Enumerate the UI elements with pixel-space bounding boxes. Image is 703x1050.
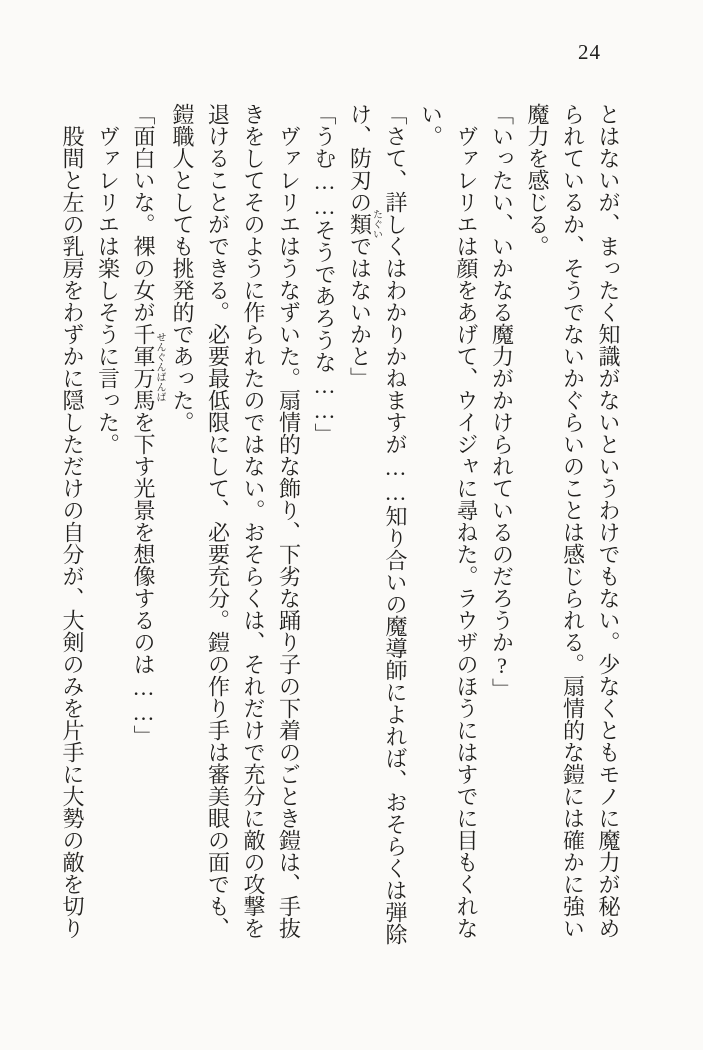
ruby-annotated-word: 千軍万馬せんぐんばんば: [131, 323, 165, 411]
paragraph: 「いったい、いかなる魔力がかけられているのだろうか?」: [489, 103, 515, 700]
page-number: 24: [578, 40, 601, 64]
paragraph: 股間と左の乳房をわずかに隠しただけの自分が、大剣のみを片手に大勢の敵を切り: [60, 125, 85, 939]
paragraph: ヴァレリエは顔をあげて、ウイジャに尋ねた。ラウザのほうにはすでに目もくれない。: [418, 103, 479, 939]
paragraph: とはないが、まったく知識がないというわけでもない。少なくともモノに魔力が秘められているか、そうでないかぐらいのことは感じられる。扇情的な鎧には確かに強い魔力を感じる。: [525, 103, 621, 939]
vertical-text-block: [56, 103, 626, 945]
paragraph: 「さて、詳しくはわかりかねますが……知り合いの魔導師によれば、おそらくは弾除け、防刃の類たぐいではないかと」: [347, 103, 408, 945]
paragraph: ヴァレリエはうなずいた。扇情的な飾り、下劣な踊り子の下着のごとき鎧は、手抜きをしてそのように作られたのではない。おそらくは、それだけで充分に敵の攻撃を退けることができる。必要最低限にして、必要充分。鎧の作り手は審美眼の面でも、鎧職人としても挑発的であった。: [170, 103, 302, 939]
paragraph: 「面白いな。裸の女が千軍万馬せんぐんばんばを下す光景を想像するのは……」: [131, 103, 165, 747]
paragraph: 「うむ……そうであろうな……」: [312, 103, 337, 445]
paragraph: ヴァレリエは楽しそうに言った。: [95, 125, 121, 455]
ruby-annotated-word: 類たぐい: [347, 209, 382, 239]
